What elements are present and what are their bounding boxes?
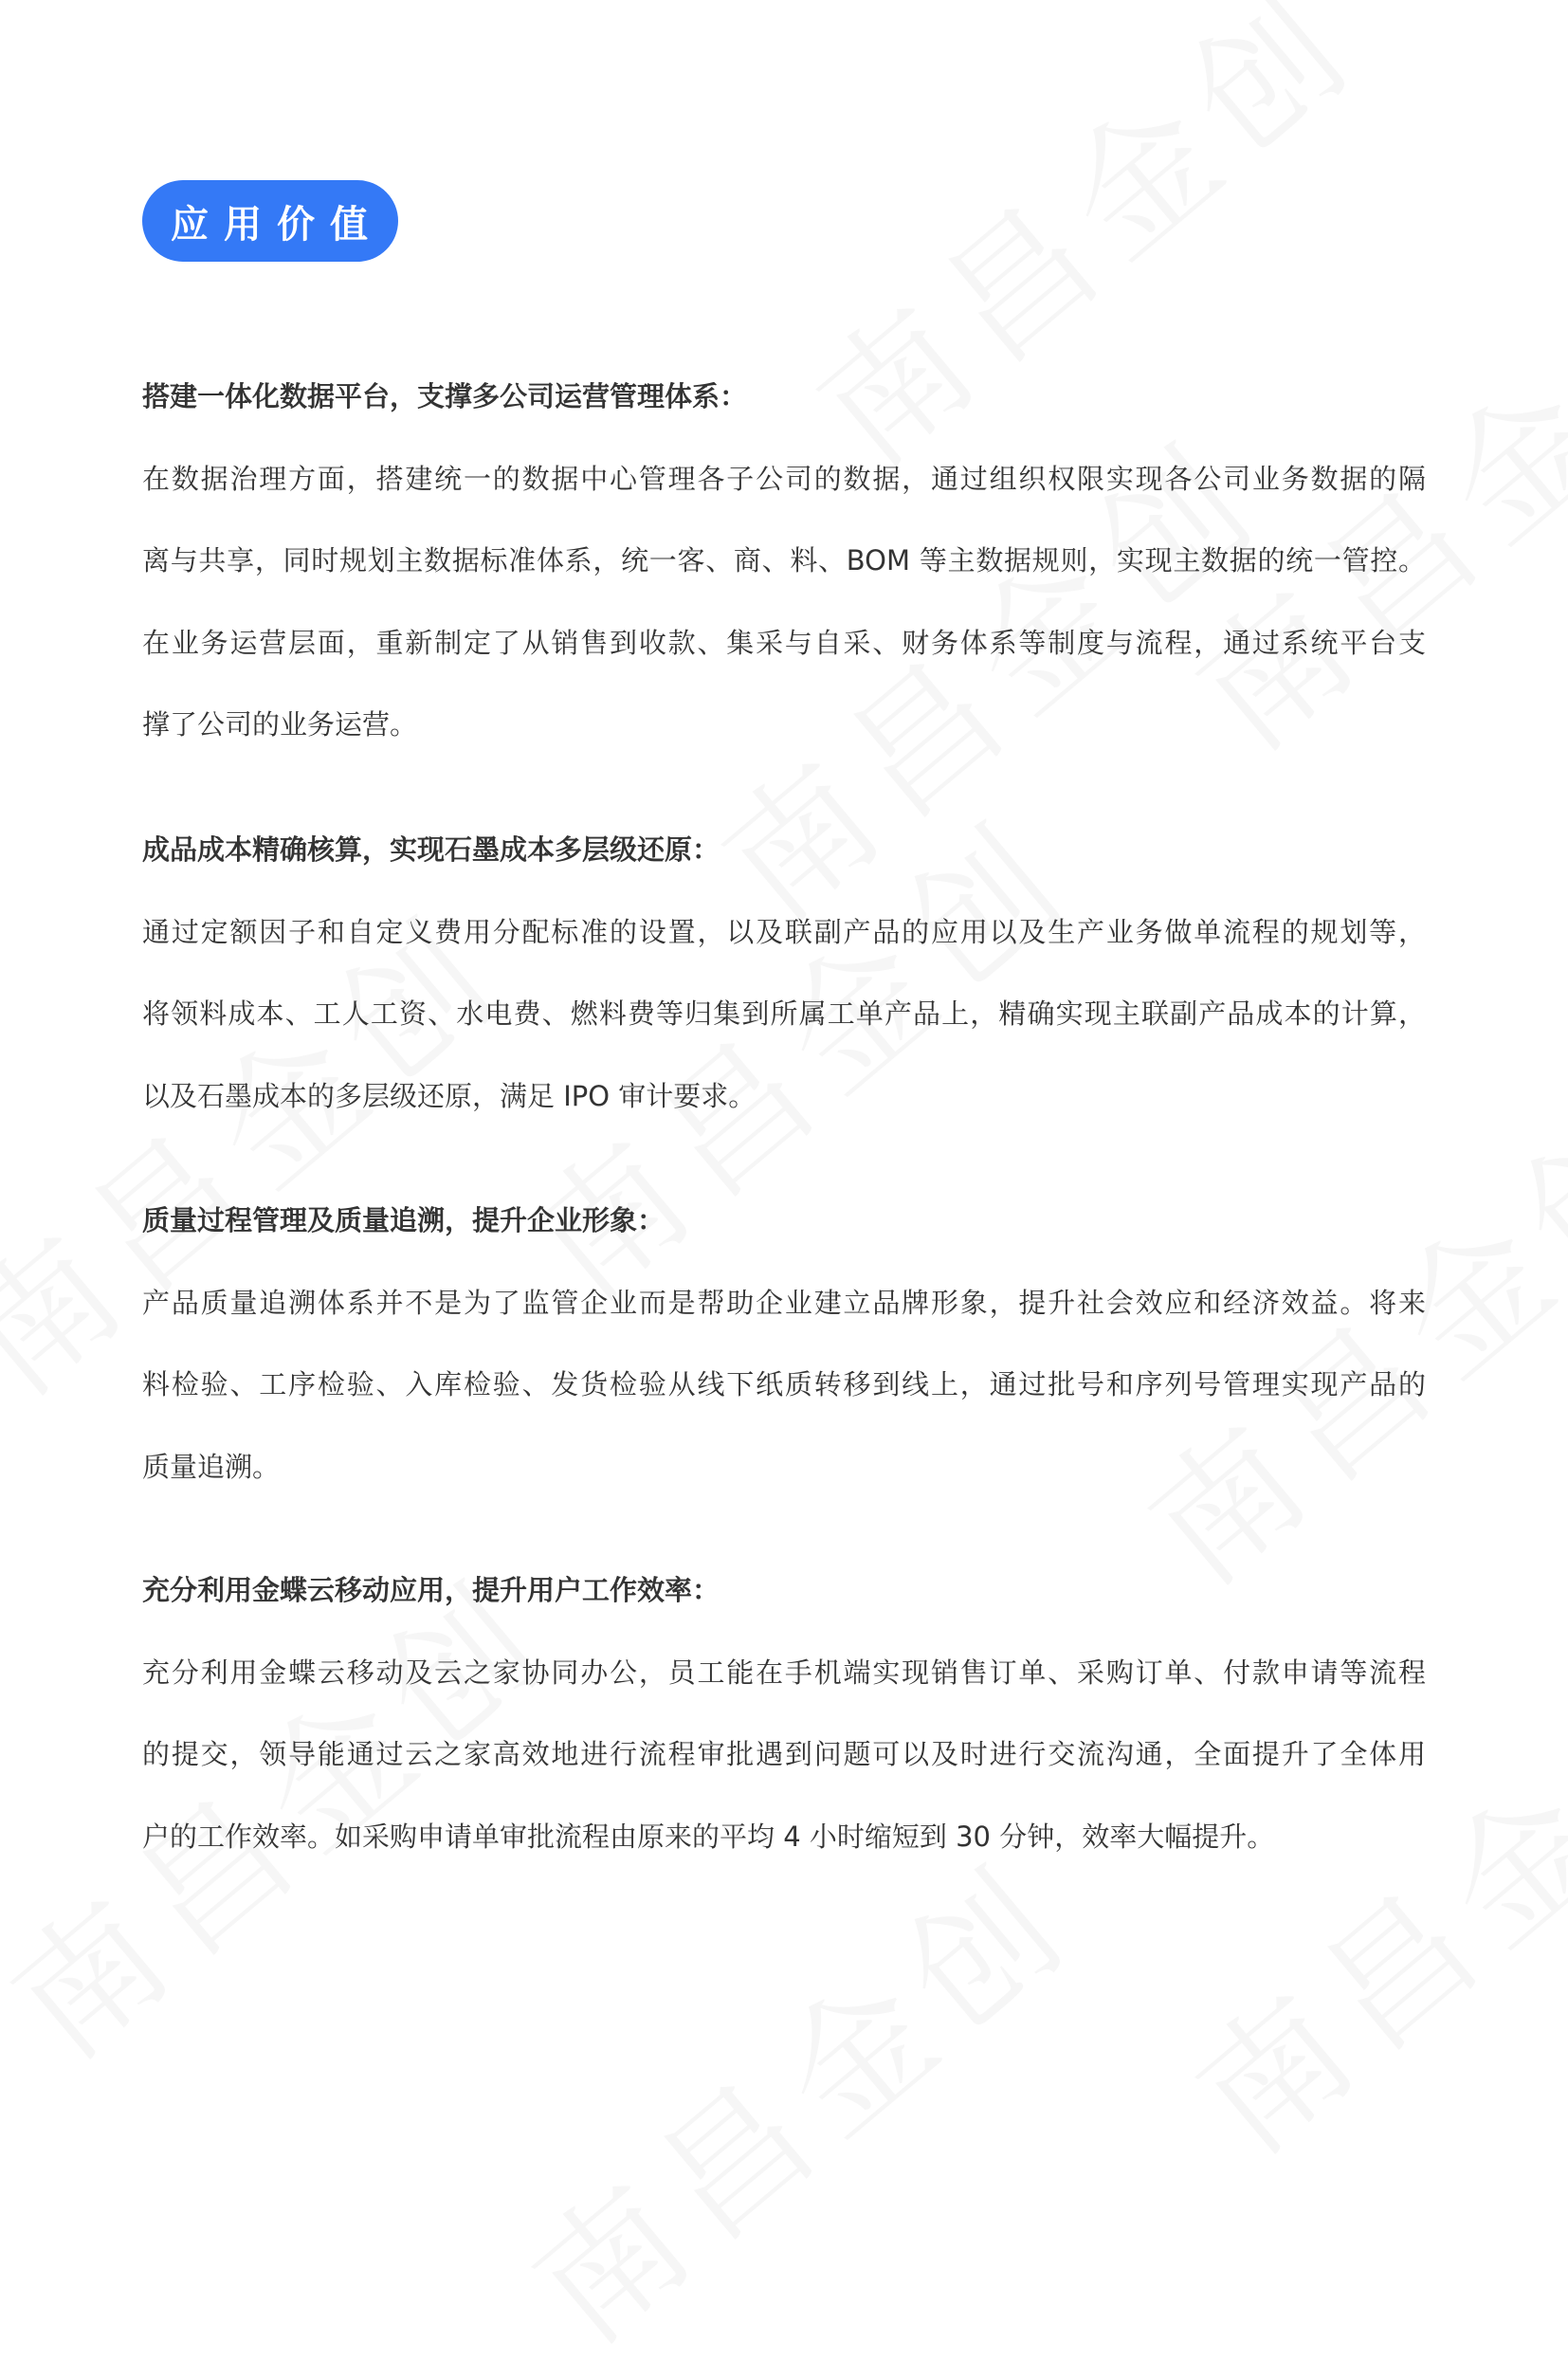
paragraph-line: 离与共享，同时规划主数据标准体系，统一客、商、料、BOM 等主数据规则，实现主数据的统一管控。	[142, 544, 1426, 577]
paragraph-line: 的提交，领导能通过云之家高效地进行流程审批遇到问题可以及时进行交流沟通，全面提升了全体用	[142, 1738, 1426, 1771]
section-heading: 质量过程管理及质量追溯，提升企业形象：	[142, 1204, 665, 1236]
section-heading: 成品成本精确核算，实现石墨成本多层级还原：	[142, 833, 720, 866]
paragraph-line: 撑了公司的业务运营。	[142, 708, 418, 741]
paragraph-line: 充分利用金蝶云移动及云之家协同办公，员工能在手机端实现销售订单、采购订单、付款申请等流程	[142, 1656, 1426, 1689]
section-heading: 搭建一体化数据平台，支撑多公司运营管理体系：	[142, 380, 748, 412]
watermark-text	[483, 1808, 1109, 2379]
paragraph-line: 产品质量追溯体系并不是为了监管企业而是帮助企业建立品牌形象，提升社会效应和经济效益。将来	[142, 1286, 1426, 1319]
section-title-badge: 应用价值	[142, 180, 398, 262]
paragraph-line: 在业务运营层面，重新制定了从销售到收款、集采与自采、财务体系等制度与流程，通过系统平台支	[142, 626, 1426, 659]
paragraph-line: 通过定额因子和自定义费用分配标准的设置，以及联副产品的应用以及生产业务做单流程的规划等，	[142, 915, 1426, 948]
paragraph-line: 料检验、工序检验、入库检验、发货检验从线下纸质转移到线上，通过批号和序列号管理实现产品的	[142, 1368, 1426, 1401]
section	[142, 1180, 1426, 1508]
paragraph-line: 在数据治理方面，搭建统一的数据中心管理各子公司的数据，通过组织权限实现各公司业务数据的隔	[142, 462, 1426, 495]
paragraph-line: 质量追溯。	[142, 1450, 281, 1483]
section	[142, 1549, 1426, 1877]
section	[142, 356, 1426, 766]
paragraph-line: 将领料成本、工人工资、水电费、燃料费等归集到所属工单产品上，精确实现主联副产品成本的计算，	[142, 997, 1426, 1031]
section	[142, 809, 1426, 1137]
paragraph-line: 户的工作效率。如采购申请单审批流程由原来的平均 4 小时缩短到 30 分钟，效率大幅提升。	[142, 1820, 1275, 1853]
section-heading: 充分利用金蝶云移动应用，提升用户工作效率：	[142, 1574, 720, 1606]
paragraph-line: 以及石墨成本的多层级还原，满足 IPO 审计要求。	[142, 1079, 757, 1112]
